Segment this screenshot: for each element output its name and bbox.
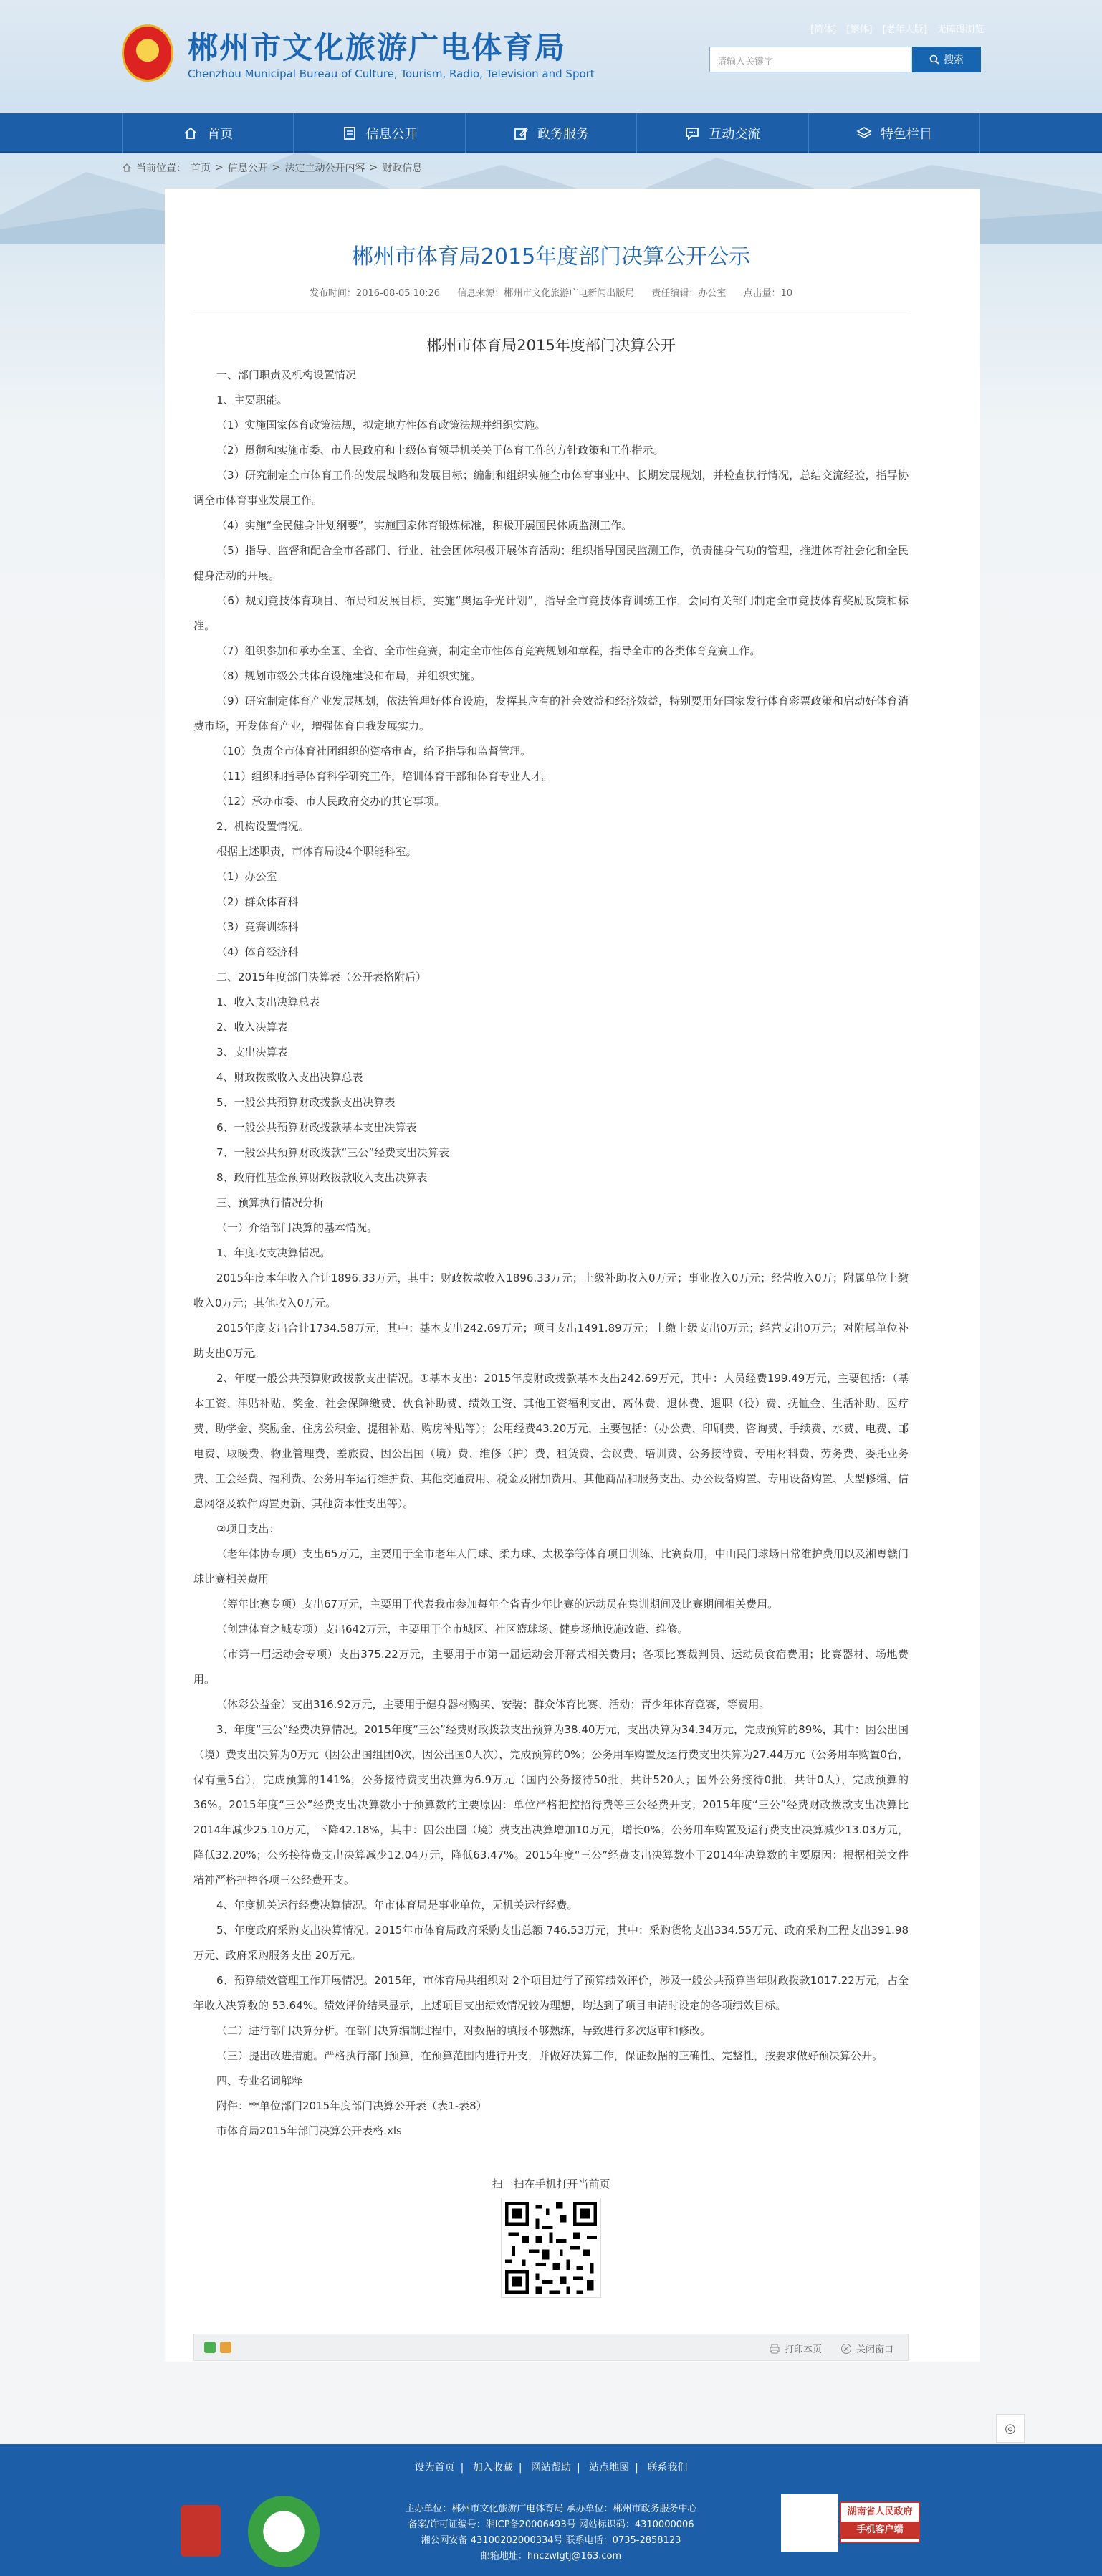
article-paragraph: 1、年度收支决算情况。 xyxy=(216,1246,331,1259)
article-paragraph: （7）组织参加和承办全国、全省、全市性竞赛，制定全市性体育竞赛规划和章程，指导全市的各类体育竞赛工作。 xyxy=(216,644,761,657)
home-icon xyxy=(122,163,132,173)
nav-info-public[interactable] xyxy=(294,113,465,153)
link-elderly[interactable]: [老年人版] xyxy=(882,24,927,35)
article-paragraph: 根据上述职责，市体育局设4个职能科室。 xyxy=(216,845,417,858)
article-paragraph: 3、年度“三公”经费决算情况。2015年度“三公”经费财政拨款支出预算为38.40万元，支出决算为34.34万元，完成预算的89%，其中：因公出国（境）费支出决算为0万元（因公出国组团0次，因公出国0人次），完成预算的0%；公务用车购置及运行费支出决算为27.44万元（公务用车购置0台，保有量5台），完成预算的141%；公务接待费支出决算为6.9万元（国内公务接待50批，共计520人；国外公务接待0批，共计0人），完成预算的36%。2015年度“三公”经费支出决算数小于预算数的主要原因：单位严格把控招待费等三公经费开支；2015年度“三公”经费财政拨款支出决算比2014年减少25.10万元，下降42.18%，其中：因公出国（境）费支出决算增加10万元，增长0%；公务用车购置及运行费支出决算减少13.03万元，降低32.20%；公务接待费支出决算减少12.04万元，降低63.47%。2015年度“三公”经费支出决算数小于2014年决算数的主要原因：根据相关文件精神严格把控各项三公经费开支。 xyxy=(193,1723,909,1886)
article-paragraph: （老年体协专项）支出65万元，主要用于全市老年人门球、柔力球、太极拳等体育项目训练、比赛费用，中山民门球场日常维护费用以及湘粤赣门球比赛相关费用 xyxy=(193,1547,909,1585)
print-label: 打印本页 xyxy=(784,2344,822,2355)
article-paragraph: （2）群众体育科 xyxy=(216,895,299,908)
nav-label: 首页 xyxy=(207,127,234,142)
close-window-button[interactable] xyxy=(840,2342,893,2355)
close-icon xyxy=(840,2343,852,2355)
link-traditional[interactable]: [繁体] xyxy=(846,24,873,35)
article-paragraph: 2、收入决算表 xyxy=(216,1021,288,1034)
national-emblem-icon xyxy=(122,24,173,82)
article-paragraph: 四、专业名词解释 xyxy=(216,2074,303,2087)
article-paragraph[interactable]: 市体育局2015年部门决算公开表格.xls xyxy=(216,2124,402,2137)
article-meta xyxy=(0,285,1102,299)
article-paragraph: （3）竞赛训练科 xyxy=(216,920,299,933)
top-links xyxy=(803,22,984,35)
editor: 责任编辑：办公室 xyxy=(651,288,727,299)
nav-label: 特色栏目 xyxy=(880,127,932,142)
footer-info xyxy=(0,2501,1102,2565)
document-title: 郴州市体育局2015年度部门决算公开 xyxy=(426,337,676,354)
article-body xyxy=(193,363,909,2144)
article-paragraph: （4）体育经济科 xyxy=(216,945,299,958)
article-paragraph: （9）研究制定体育产业发展规划，依法管理好体育设施，发挥其应有的社会效益和经济效益，特别要用好国家发行体育彩票政策和启动好体育消费市场，开发体育产业，增强体育自我发展实力。 xyxy=(193,695,909,733)
weibo-share-icon[interactable] xyxy=(220,2342,231,2353)
nav-label: 互动交流 xyxy=(709,127,761,142)
article-paragraph: 2、机构设置情况。 xyxy=(216,820,310,833)
footer-link[interactable]: 联系我们 xyxy=(647,2462,688,2474)
doc-icon xyxy=(342,125,358,141)
article-paragraph: （1）实施国家体育政策法规，拟定地方性体育政策法规并组织实施。 xyxy=(216,419,546,431)
print-button[interactable] xyxy=(769,2342,822,2355)
link-simplified[interactable]: [简体] xyxy=(810,24,837,35)
nav-home[interactable] xyxy=(122,113,294,153)
share-icons xyxy=(204,2342,231,2353)
breadcrumb-item[interactable]: 信息公开 xyxy=(227,163,268,174)
search-input[interactable]: 请输入关键字 xyxy=(709,47,911,72)
article-paragraph: 4、财政拨款收入支出决算总表 xyxy=(216,1071,363,1084)
home-icon xyxy=(183,125,198,141)
article-paragraph: 5、一般公共预算财政拨款支出决算表 xyxy=(216,1096,396,1109)
article-paragraph: 6、预算绩效管理工作开展情况。2015年，市体育局共组织对 2个项目进行了预算绩效评价，涉及一般公共预算当年财政拨款1017.22万元，占全年收入决算数的 53.64%。绩效评价结果显示，上述项目支出绩效情况较为理想，均达到了项目申请时设定的各项绩效目标。 xyxy=(193,1974,909,2012)
article-paragraph: （11）组织和指导体育科学研究工作，培训体育干部和体育专业人才。 xyxy=(216,770,553,783)
weibo-float-icon[interactable]: ◎ xyxy=(996,2414,1025,2443)
site-logo-title[interactable]: 郴州市文化旅游广电体育局 xyxy=(188,30,567,65)
article-paragraph: （1）办公室 xyxy=(216,870,277,883)
article-paragraph: 6、一般公共预算财政拨款基本支出决算表 xyxy=(216,1121,417,1134)
article-paragraph: （2）贯彻和实施市委、市人民政府和上级体育领导机关关于体育工作的方针政策和工作指示。 xyxy=(216,444,664,457)
article-paragraph: （一）介绍部门决算的基本情况。 xyxy=(216,1221,378,1234)
edit-icon xyxy=(513,125,529,141)
qr-code-icon xyxy=(501,2198,601,2298)
article-paragraph: 4、年度机关运行经费决算情况。年市体育局是事业单位，无机关运行经费。 xyxy=(216,1899,578,1912)
footer-info-line: 邮箱地址：hnczwlgtj@163.com xyxy=(480,2551,622,2562)
footer-link[interactable]: 加入收藏 xyxy=(472,2462,513,2474)
article-title: 郴州市体育局2015年度部门决算公开公示 xyxy=(351,244,751,269)
main-nav xyxy=(0,113,1102,153)
article-paragraph: 3、支出决算表 xyxy=(216,1046,288,1059)
article-paragraph: 一、部门职责及机构设置情况 xyxy=(216,368,357,381)
article-paragraph: （4）实施“全民健身计划纲要”，实施国家体育锻炼标准，积极开展国民体质监测工作。 xyxy=(216,519,633,532)
breadcrumb-prefix: 当前位置： xyxy=(136,163,186,174)
footer-info-line: 备案/许可证编号：湘ICP备20006493号 网站标识码：4310000006 xyxy=(408,2519,694,2530)
hunan-gov-app-badge[interactable] xyxy=(840,2501,920,2543)
nav-gov-service[interactable] xyxy=(466,113,637,153)
article-paragraph: （体彩公益金）支出316.92万元，主要用于健身器材购买、安装；群众体育比赛、活动；青少年体育竞赛，等费用。 xyxy=(216,1698,770,1711)
breadcrumb-item[interactable]: 财政信息 xyxy=(382,163,423,174)
click-count: 点击量：10 xyxy=(743,288,793,299)
link-accessibility[interactable]: 无障碍浏览 xyxy=(936,24,984,35)
article-paragraph: （3）研究制定全市体育工作的发展战略和发展目标；编制和组织实施全市体育事业中、长期发展规划，并检查执行情况，总结交流经验，指导协调全市体育事业发展工作。 xyxy=(193,469,909,507)
info-source: 信息来源：郴州市文化旅游广电新闻出版局 xyxy=(457,288,635,299)
search-button[interactable] xyxy=(912,47,981,72)
article-paragraph: 2015年度支出合计1734.58万元，其中：基本支出242.69万元；项目支出1491.89万元；上缴上级支出0万元；经营支出0万元；对附属单位补助支出0万元。 xyxy=(193,1322,909,1360)
nav-label: 政务服务 xyxy=(537,127,590,142)
article-paragraph: 1、收入支出决算总表 xyxy=(216,996,320,1008)
site-header xyxy=(0,0,1102,113)
article-paragraph: ②项目支出： xyxy=(216,1522,280,1535)
article-paragraph: 1、主要职能。 xyxy=(216,393,288,406)
publish-time: 发布时间：2016-08-05 10:26 xyxy=(309,288,441,299)
search-icon xyxy=(929,54,939,65)
gov-badge-bottom: 手机客户端 xyxy=(841,2522,919,2539)
article-paragraph: 7、一般公共预算财政拨款“三公”经费支出决算表 xyxy=(216,1146,450,1159)
nav-special[interactable] xyxy=(809,113,980,153)
breadcrumb: 当前位置： 首页 > 信息公开 > 法定主动公开内容 > 财政信息 xyxy=(122,161,422,175)
article-paragraph: （创建体育之城专项）支出642万元，主要用于全市城区、社区篮球场、健身场地设施改造、维修。 xyxy=(216,1623,689,1636)
footer-link[interactable]: 站点地图 xyxy=(589,2462,630,2474)
article-paragraph: 二、2015年度部门决算表（公开表格附后） xyxy=(216,970,427,983)
wechat-share-icon[interactable] xyxy=(204,2342,216,2353)
article-paragraph: （筹年比赛专项）支出67万元，主要用于代表我市参加每年全省青少年比赛的运动员在集训期间及比赛期间相关费用。 xyxy=(216,1598,779,1611)
article-paragraph: （5）指导、监督和配合全市各部门、行业、社会团体积极开展体育活动；组织指导国民监测工作，负责健身气功的管理，推进体育社会化和全民健身活动的开展。 xyxy=(193,544,909,582)
search-button-label: 搜索 xyxy=(944,54,964,66)
footer-info-line: 湘公网安备 43100202000334号 联系电话：0735-2858123 xyxy=(421,2535,681,2546)
article-paragraph: （8）规划市级公共体育设施建设和布局，并组织实施。 xyxy=(216,669,481,682)
footer-info-line: 主办单位：郴州市文化旅游广电体育局 承办单位：郴州市政务服务中心 xyxy=(405,2504,697,2514)
article-paragraph: 2015年度本年收入合计1896.33万元，其中：财政拨款收入1896.33万元；上级补助收入0万元；事业收入0万元；经营收入0万；附属单位上缴收入0万元；其他收入0万元。 xyxy=(193,1272,909,1310)
gov-badge-top: 湖南省人民政府 xyxy=(847,2506,913,2517)
site-footer xyxy=(0,2444,1102,2576)
article-paragraph: （12）承办市委、市人民政府交办的其它事项。 xyxy=(216,795,446,808)
printer-icon xyxy=(769,2343,780,2355)
article-paragraph: （6）规划竞技体育项目、布局和发展目标，实施“奥运争光计划”，指导全市竞技体育训练工作，会同有关部门制定全市竞技体育奖励政策和标准。 xyxy=(193,594,909,632)
article-paragraph: （10）负责全市体育社团组织的资格审查，给予指导和监督管理。 xyxy=(216,745,532,758)
article-paragraph: （市第一届运动会专项）支出375.22万元，主要用于市第一届运动会开幕式相关费用；各项比赛裁判员、运动员食宿费用；比赛器材、场地费用。 xyxy=(193,1648,909,1686)
article-paragraph: 8、政府性基金预算财政拨款收入支出决算表 xyxy=(216,1171,428,1184)
nav-label: 信息公开 xyxy=(365,127,418,142)
share-bar xyxy=(193,2334,909,2361)
footer-link[interactable]: 网站帮助 xyxy=(531,2462,571,2474)
footer-link[interactable]: 设为首页 xyxy=(414,2462,455,2474)
layers-icon xyxy=(856,125,872,141)
close-label: 关闭窗口 xyxy=(856,2344,893,2355)
chat-icon xyxy=(684,125,700,141)
article-paragraph: （二）进行部门决算分析。在部门决算编制过程中，对数据的填报不够熟练，导致进行多次返审和修改。 xyxy=(216,2024,711,2037)
breadcrumb-item[interactable]: 首页 xyxy=(191,163,211,174)
footer-qr-code-icon xyxy=(781,2494,838,2552)
footer-links: 设为首页 | 加入收藏 | 网站帮助 | 站点地图 | 联系我们 xyxy=(414,2462,688,2474)
qr-label: 扫一扫在手机打开当前页 xyxy=(492,2177,610,2190)
site-logo-subtitle: Chenzhou Municipal Bureau of Culture, Tourism, Radio, Television and Sport xyxy=(188,67,595,80)
nav-interaction[interactable] xyxy=(637,113,808,153)
article-paragraph: 附件：**单位部门2015年度部门决算公开表（表1-表8） xyxy=(216,2099,487,2112)
article-paragraph: 2、年度一般公共预算财政拨款支出情况。①基本支出：2015年度财政拨款基本支出242.69万元，其中：人员经费199.49万元，主要包括：（基本工资、津贴补贴、奖金、社会保障缴费、伙食补助费、绩效工资、其他工资福利支出、离休费、退休费、退职（役）费、抚恤金、生活补助、医疗费、助学金、奖励金、住房公积金、提租补贴、购房补贴等）；公用经费43.20万元，主要包括：（办公费、印刷费、咨询费、手续费、水费、电费、邮电费、取暖费、物业管理费、差旅费、因公出国（境）费、维修（护）费、租赁费、会议费、培训费、公务接待费、专用材料费、劳务费、委托业务费、工会经费、福利费、公务用车运行维护费、其他交通费用、税金及附加费用、其他商品和服务支出、办公设备购置、专用设备购置、大型修缮、信息网络及软件购置更新、其他资本性支出等）。 xyxy=(193,1372,909,1510)
article-paragraph: 5、年度政府采购支出决算情况。2015年市体育局政府采购支出总额 746.53万元，其中：采购货物支出334.55万元、政府采购工程支出391.98万元、政府采购服务支出 20万元。 xyxy=(193,1924,909,1962)
article-paragraph: （三）提出改进措施。严格执行部门预算，在预算范围内进行开支，并做好决算工作，保证数据的正确性、完整性，按要求做好预决算公开。 xyxy=(216,2049,883,2062)
breadcrumb-item[interactable]: 法定主动公开内容 xyxy=(284,163,365,174)
article-paragraph: 三、预算执行情况分析 xyxy=(216,1196,325,1209)
